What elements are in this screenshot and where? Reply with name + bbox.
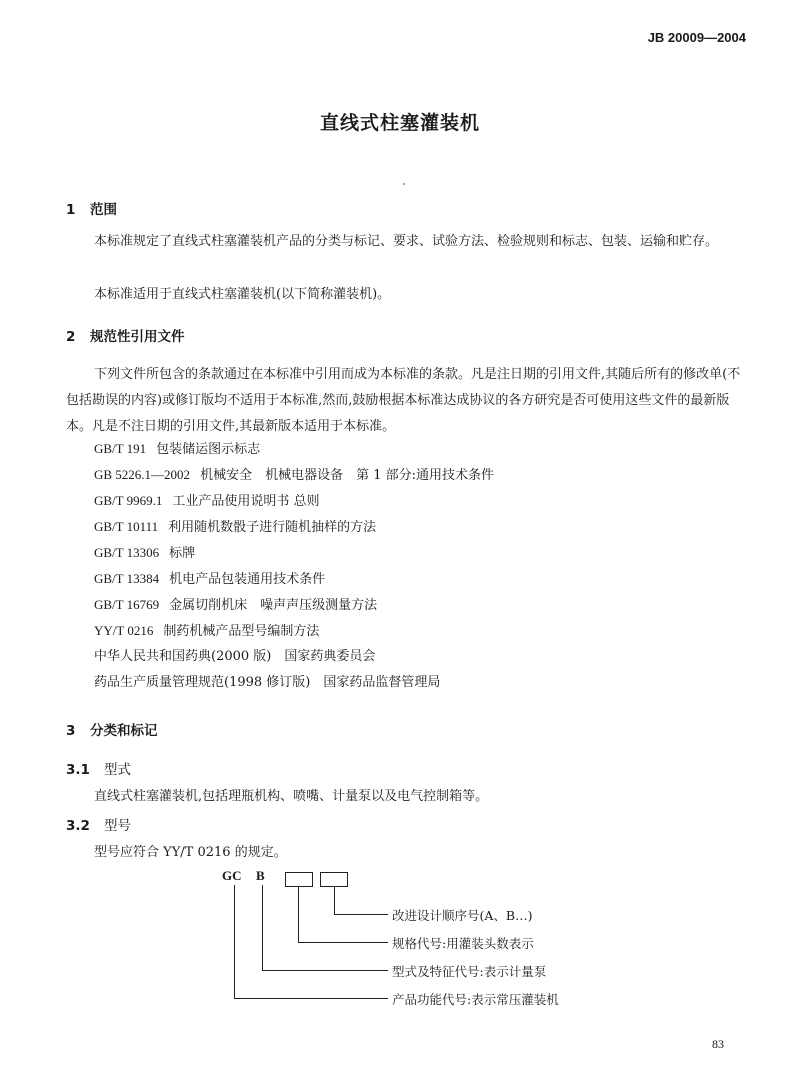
section-2-paragraph: 下列文件所包含的条款通过在本标准中引用而成为本标准的条款。凡是注日期的引用文件,其随后所有的修改单(不包括勘误的内容)或修订版均不适用于本标准,然而,鼓励根据本标准达成协议的各方研究是否可使用这些文件的最新版本。凡是不注日期的引用文件,其最新版本适用于本标准。 bbox=[66, 367, 741, 434]
section-number: 1 bbox=[66, 202, 76, 218]
subsection-3-1-heading bbox=[66, 758, 131, 778]
reference-item: YY/T 0216 制药机械产品型号编制方法 bbox=[94, 623, 320, 639]
standard-number: JB 20009—2004 bbox=[647, 30, 746, 45]
reference-item: 药品生产质量管理规范(1998 修订版) 国家药品监督管理局 bbox=[94, 675, 441, 690]
reference-item: GB/T 10111 利用随机数骰子进行随机抽样的方法 bbox=[94, 519, 377, 535]
scan-speck bbox=[403, 183, 405, 185]
diagram-code-b: B bbox=[256, 868, 265, 883]
reference-item: GB 5226.1—2002 机械安全 机械电器设备 第 1 部分:通用技术条件 bbox=[94, 467, 494, 483]
reference-item: GB/T 13384 机电产品包装通用技术条件 bbox=[94, 571, 326, 587]
section-number: 3 bbox=[66, 723, 76, 739]
diagram-revision-box bbox=[320, 872, 348, 887]
section-1-paragraph-2: 本标准适用于直线式柱塞灌装机(以下简称灌装机)。 bbox=[94, 287, 391, 302]
section-title: 分类和标记 bbox=[90, 723, 158, 739]
subsection-title: 型号 bbox=[104, 818, 131, 834]
leader-line-type bbox=[262, 885, 263, 971]
subsection-number: 3.2 bbox=[66, 818, 90, 834]
section-3-heading bbox=[66, 719, 158, 739]
subsection-3-2-text: 型号应符合 YY/T 0216 的规定。 bbox=[94, 845, 287, 860]
diagram-label-function: 产品功能代号:表示常压灌装机 bbox=[392, 992, 559, 1007]
leader-h-revision bbox=[334, 914, 388, 915]
subsection-number: 3.1 bbox=[66, 762, 90, 778]
subsection-3-2-heading bbox=[66, 814, 131, 834]
subsection-3-1-text: 直线式柱塞灌装机,包括理瓶机构、喷嘴、计量泵以及电气控制箱等。 bbox=[94, 789, 489, 804]
section-title: 范围 bbox=[90, 202, 117, 218]
diagram-spec-box bbox=[285, 872, 313, 887]
page-number: 83 bbox=[712, 1037, 724, 1051]
leader-h-type bbox=[262, 970, 388, 971]
diagram-code-gc: GC bbox=[222, 868, 242, 883]
diagram-label-revision: 改进设计顺序号(A、B…) bbox=[392, 908, 533, 923]
section-1-paragraph-1: 本标准规定了直线式柱塞灌装机产品的分类与标记、要求、试验方法、检验规则和标志、包装、运输和贮存。 bbox=[94, 234, 719, 249]
subsection-title: 型式 bbox=[104, 762, 131, 778]
leader-line-function bbox=[234, 885, 235, 999]
leader-line-spec bbox=[298, 887, 299, 943]
normative-references-list bbox=[94, 436, 494, 696]
diagram-label-type: 型式及特征代号:表示计量泵 bbox=[392, 964, 547, 979]
diagram-label-spec: 规格代号:用灌装头数表示 bbox=[392, 936, 534, 951]
reference-item: 中华人民共和国药典(2000 版) 国家药典委员会 bbox=[94, 649, 376, 664]
document-title: 直线式柱塞灌装机 bbox=[319, 112, 480, 134]
reference-item: GB/T 9969.1 工业产品使用说明书 总则 bbox=[94, 493, 320, 509]
leader-h-spec bbox=[298, 942, 388, 943]
section-1-heading bbox=[66, 198, 117, 218]
reference-item: GB/T 16769 金属切削机床 噪声声压级测量方法 bbox=[94, 597, 378, 613]
leader-h-function bbox=[234, 998, 388, 999]
section-title: 规范性引用文件 bbox=[90, 329, 185, 345]
section-2-heading bbox=[66, 325, 185, 345]
section-number: 2 bbox=[66, 329, 76, 345]
leader-line-revision bbox=[334, 887, 335, 915]
reference-item: GB/T 13306 标牌 bbox=[94, 545, 196, 561]
reference-item: GB/T 191 包装储运图示标志 bbox=[94, 441, 261, 457]
